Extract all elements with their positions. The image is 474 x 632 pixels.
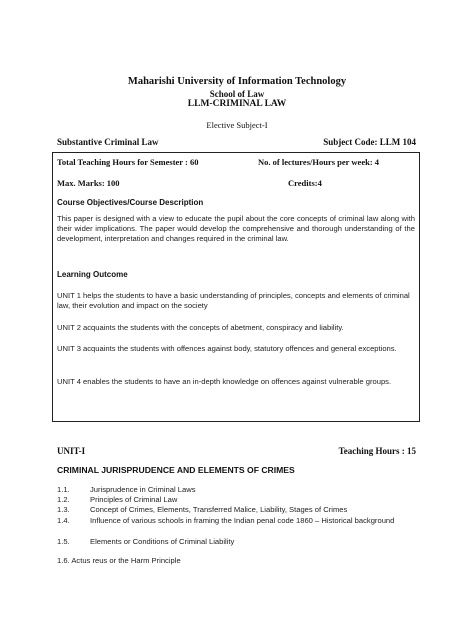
outcome-unit-3: UNIT 3 acquaints the students with offences against body, statutory offences and general exceptions. <box>57 344 397 353</box>
unit-label: UNIT-I <box>57 446 86 456</box>
outcome-unit-1: UNIT 1 helps the students to have a basic understanding of principles, concepts and elements of criminal law, their evolution and impact on the society <box>57 291 410 310</box>
subject-name: Substantive Criminal Law <box>57 137 159 147</box>
list-item-text: Concept of Crimes, Elements, Transferred Malice, Liability, Stages of Crimes <box>90 505 348 514</box>
subject-code: Subject Code: LLM 104 <box>323 137 416 147</box>
list-item-text: Jurisprudence in Criminal Laws <box>90 485 196 494</box>
outcome-heading: Learning Outcome <box>57 270 128 279</box>
objectives-heading: Course Objectives/Course Description <box>57 198 204 207</box>
unit-hours: Teaching Hours : 15 <box>338 446 416 456</box>
unit-title: CRIMINAL JURISPRUDENCE AND ELEMENTS OF CRIMES <box>57 465 295 475</box>
program-name: LLM-CRIMINAL LAW <box>187 99 287 109</box>
outcome-unit-2: UNIT 2 acquaints the students with the concepts of abetment, conspiracy and liability. <box>57 323 344 332</box>
lectures-per-week: No. of lectures/Hours per week: 4 <box>258 157 380 167</box>
elective-label: Elective Subject-I <box>206 120 268 130</box>
list-item-number: 1.3. <box>57 505 70 514</box>
university-title: Maharishi University of Information Technology <box>127 76 347 87</box>
list-item-number: 1.1. <box>57 485 70 494</box>
list-item-text: Elements or Conditions of Criminal Liability <box>90 537 235 546</box>
teaching-hours: Total Teaching Hours for Semester : 60 <box>57 157 199 167</box>
credits: Credits:4 <box>288 178 322 188</box>
outcome-unit-4: UNIT 4 enables the students to have an in-depth knowledge on offences against vulnerable groups. <box>57 377 392 386</box>
school-name: School of Law <box>209 89 265 99</box>
unit-header <box>57 446 416 456</box>
list-item-extra: 1.6. Actus reus or the Harm Principle <box>57 556 181 565</box>
list-item-number: 1.4. <box>57 516 70 525</box>
list-item-number: 1.5. <box>57 537 70 546</box>
list-item-number: 1.2. <box>57 495 70 504</box>
list-item-text: Influence of various schools in framing the Indian penal code 1860 – Historical background <box>90 516 395 525</box>
objectives-text: This paper is designed with a view to educate the pupil about the core concepts of criminal law along with their wider implications. The paper would develop the comprehensive and thorough understanding of the development, interpretation and changes required in the criminal law. <box>57 214 415 243</box>
max-marks: Max. Marks: 100 <box>57 178 120 188</box>
subject-row <box>57 137 416 147</box>
list-item-text: Principles of Criminal Law <box>90 495 178 504</box>
